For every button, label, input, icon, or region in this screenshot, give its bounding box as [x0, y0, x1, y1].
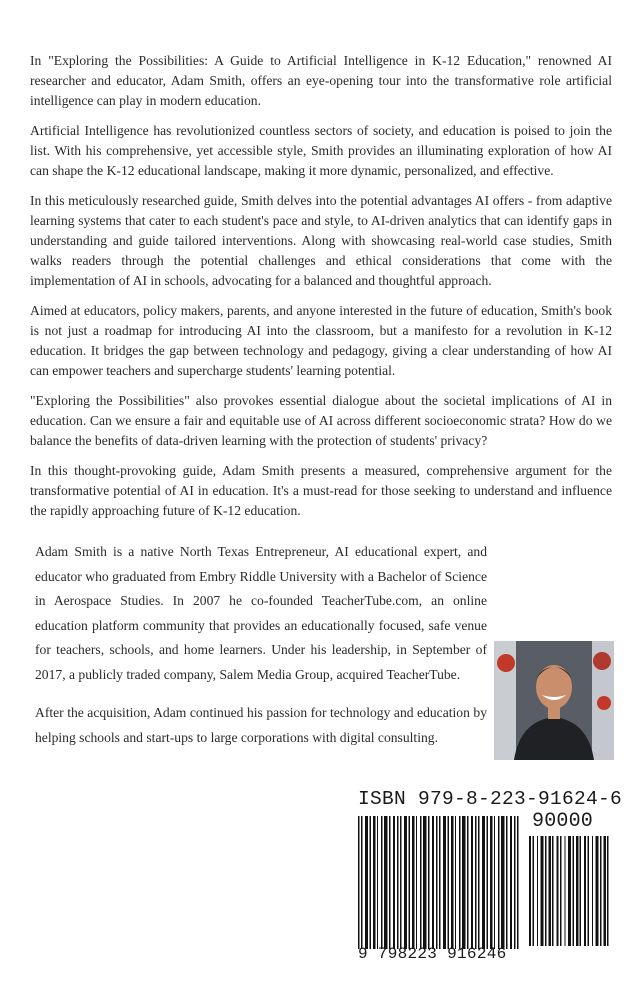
- barcode-bar: [549, 836, 552, 946]
- barcode-bar: [506, 816, 508, 949]
- barcode-bar: [432, 816, 434, 949]
- barcode-bar: [409, 816, 411, 949]
- barcode-bar: [510, 816, 512, 949]
- barcode-bar: [423, 816, 427, 949]
- barcode-digits: 9 798223 916246: [358, 945, 507, 963]
- synopsis-paragraph: Artificial Intelligence has revolutionized countless sectors of society, and education is poised to join the list. With his comprehensive, yet accessible style, Smith provides an illuminating exploration of how AI can shape the K-12 educational landscape, making it more dynamic, personalized, and effective.: [30, 123, 612, 178]
- price-code: 90000: [532, 810, 594, 833]
- barcode-bar: [428, 816, 430, 949]
- synopsis-paragraph: In this meticulously researched guide, Smith delves into the potential advantages AI offers - from adaptive learning systems that cater to each student's pace and style, to AI-driven analytics that can identify gaps in understanding and guide tailored interventions. Along with showcasing real-world case studies, Smith walks readers through the potential challenges and ethical considerations that come with the implementation of AI in schools, advocating for a balanced and thoughtful approach.: [30, 193, 612, 288]
- barcode-bar: [412, 816, 415, 949]
- barcode-bar: [573, 836, 575, 946]
- synopsis-paragraph: In this thought-provoking guide, Adam Smith presents a measured, comprehensive argument for the transformative potential of AI in education. It's a must-read for those seeking to understand and influence the rapidly approaching future of K-12 education.: [30, 463, 612, 518]
- barcode-bar: [471, 816, 473, 949]
- barcode-bar: [384, 816, 388, 949]
- synopsis-paragraph: In "Exploring the Possibilities: A Guide to Artificial Intelligence in K-12 Education," renowned AI researcher and educator, Adam Smith, offers an eye-opening tour into the transformative role artificial intelligence can play in modern education.: [30, 53, 612, 108]
- barcode-bar: [451, 816, 454, 949]
- barcode-bar: [467, 816, 469, 949]
- barcode-bar: [490, 816, 493, 949]
- barcode-bar: [560, 836, 562, 946]
- barcode-bar: [400, 816, 402, 949]
- barcode-bar: [377, 816, 378, 949]
- barcode-bar: [545, 836, 547, 946]
- author-photo: [494, 641, 614, 760]
- barcode-bar: [592, 836, 593, 946]
- isbn-barcode: [358, 816, 520, 949]
- barcode-bar: [529, 836, 531, 946]
- barcode-bar: [568, 836, 571, 946]
- barcode-bar: [552, 836, 554, 946]
- barcode-bar: [365, 816, 368, 949]
- barcode-bar: [565, 836, 566, 946]
- barcode-bar: [455, 816, 456, 949]
- barcode-bar: [487, 816, 489, 949]
- barcode-bar: [514, 816, 516, 949]
- barcode-bar: [439, 816, 441, 949]
- barcode-bar: [494, 816, 495, 949]
- barcode-bar: [584, 836, 586, 946]
- barcode-bar: [381, 816, 383, 949]
- barcode-bar: [478, 816, 480, 949]
- barcode-bar: [604, 836, 607, 946]
- barcode-bar: [462, 816, 466, 949]
- book-synopsis: [30, 51, 612, 531]
- barcode-bar: [576, 836, 579, 946]
- bio-paragraph: Adam Smith is a native North Texas Entrepreneur, AI educational expert, and educator who graduated from Embry Riddle University with a Bachelor of Science in Aerospace Studies. In 2007 he co-founded TeacherTube.com, an online education platform community that provides an educationally focused, safe venue for teachers, schools, and home learners. Under his leadership, in September of 2017, a publicly traded company, Salem Media Group, acquired TeacherTube.: [35, 544, 487, 682]
- barcode-bar: [459, 816, 461, 949]
- barcode-bar: [482, 816, 485, 949]
- author-bio: [35, 540, 487, 764]
- barcode-bar: [517, 816, 519, 949]
- barcode-bar: [420, 816, 422, 949]
- barcode-bar: [397, 816, 399, 949]
- barcode-bar: [393, 816, 395, 949]
- barcode-bar: [596, 836, 599, 946]
- barcode-bar: [557, 836, 559, 946]
- barcode-bar: [501, 816, 505, 949]
- barcode-bar: [498, 816, 500, 949]
- isbn-label: ISBN 979-8-223-91624-6: [358, 788, 623, 810]
- synopsis-paragraph: "Exploring the Possibilities" also provokes essential dialogue about the societal implications of AI in education. Can we ensure a fair and equitable use of AI across different socioeconomic strata? How do we balance the benefits of data-driven learning with the protection of students' privacy?: [30, 393, 612, 448]
- barcode-bar: [607, 836, 609, 946]
- barcode-bar: [533, 836, 535, 946]
- barcode-bar: [600, 836, 602, 946]
- barcode-bar: [361, 816, 363, 949]
- barcode-bar: [404, 816, 407, 949]
- barcode-bar: [541, 836, 544, 946]
- bio-paragraph: After the acquisition, Adam continued his passion for technology and education by helping schools and start-ups to large corporations with digital consulting.: [35, 705, 487, 745]
- barcode-bar: [416, 816, 417, 949]
- barcode-bar: [537, 836, 538, 946]
- barcode-bar: [370, 816, 372, 949]
- price-addon-barcode: [529, 836, 611, 946]
- barcode-bar: [580, 836, 582, 946]
- synopsis-paragraph: Aimed at educators, policy makers, parents, and anyone interested in the future of education, Smith's book is not just a roadmap for introducing AI into the classroom, but a manifesto for a revolution in K-12 education. It bridges the gap between technology and pedagogy, giving a clear understanding of how AI can empower teachers and supercharge students' learning potential.: [30, 303, 612, 378]
- barcode-bar: [448, 816, 450, 949]
- barcode-bar: [358, 816, 360, 949]
- barcode-bar: [475, 816, 477, 949]
- barcode-bar: [389, 816, 391, 949]
- barcode-bar: [436, 816, 438, 949]
- barcode-bar: [588, 836, 590, 946]
- barcode-bar: [443, 816, 446, 949]
- barcode-bar: [373, 816, 376, 949]
- author-portrait-image: [494, 641, 614, 760]
